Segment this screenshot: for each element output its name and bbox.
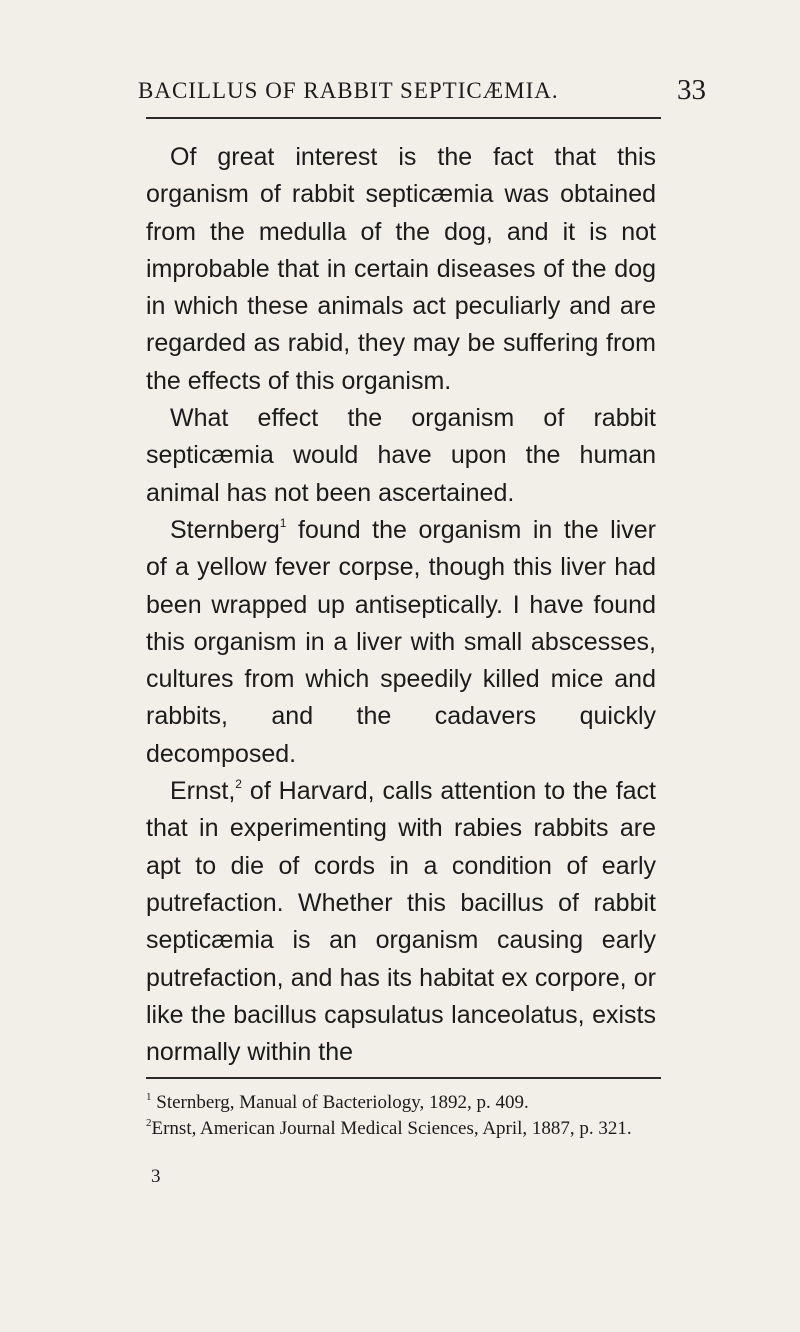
paragraph-4 [146, 773, 656, 1071]
footnote-ref-2: 2 [235, 777, 242, 792]
paragraph-2 [146, 400, 656, 512]
footnote-2 [146, 1116, 656, 1142]
footnote-rule [146, 1077, 661, 1079]
paragraph-3 [146, 512, 656, 773]
footnotes [146, 1090, 656, 1141]
signature-mark: 3 [151, 1166, 161, 1187]
running-head [90, 74, 710, 114]
paragraph-1 [146, 139, 656, 400]
paragraph-4-text: of Harvard, calls attention to the fact that in experimenting with rabies rabbits are apt to die of cords in a condition of early putrefaction. Whether this bacillus of rabbit septicæmia is an organism causing early putrefaction, and has its habitat ex corpore, or like the bacillus capsulatus lanceolatus, exists normally within the [146, 777, 656, 1067]
footnote-ref-1: 1 [279, 515, 287, 530]
paragraph-4-lead: Ernst, [170, 777, 236, 806]
running-title: BACILLUS OF RABBIT SEPTICÆMIA. [138, 78, 559, 103]
paragraph-3-text: found the organism in the liver of a yellow fever corpse, though this liver had been wrapped up antiseptically. I have found this organism in a liver with small abscesses, cultures from which speedily killed mice and rabbits, and the cadavers quickly decomposed. [146, 515, 656, 768]
footnote-2-text: Ernst, American Journal Medical Sciences, April, 1887, p. 321. [151, 1117, 632, 1139]
paragraph-3-lead: Sternberg [170, 515, 280, 544]
footnote-1-marker: 1 [146, 1091, 152, 1103]
footnote-1-text: Sternberg, Manual of Bacteriology, 1892, p. 409. [151, 1092, 529, 1113]
footnote-2-marker: 2 [146, 1116, 152, 1129]
paragraph-2-text: What effect the organism of rabbit septicæmia would have upon the human animal has not been ascertained. [146, 404, 656, 507]
page-number: 33 [677, 74, 706, 106]
body-text [146, 139, 656, 1071]
paragraph-1-text: Of great interest is the fact that this organism of rabbit septicæmia was obtained from the medulla of the dog, and it is not improbable that in certain diseases of the dog in which these animals act peculiarly and are regarded as rabid, they may be suffering from the effects of this organism. [146, 143, 656, 395]
footnote-1 [146, 1090, 656, 1116]
header-rule [146, 117, 661, 119]
